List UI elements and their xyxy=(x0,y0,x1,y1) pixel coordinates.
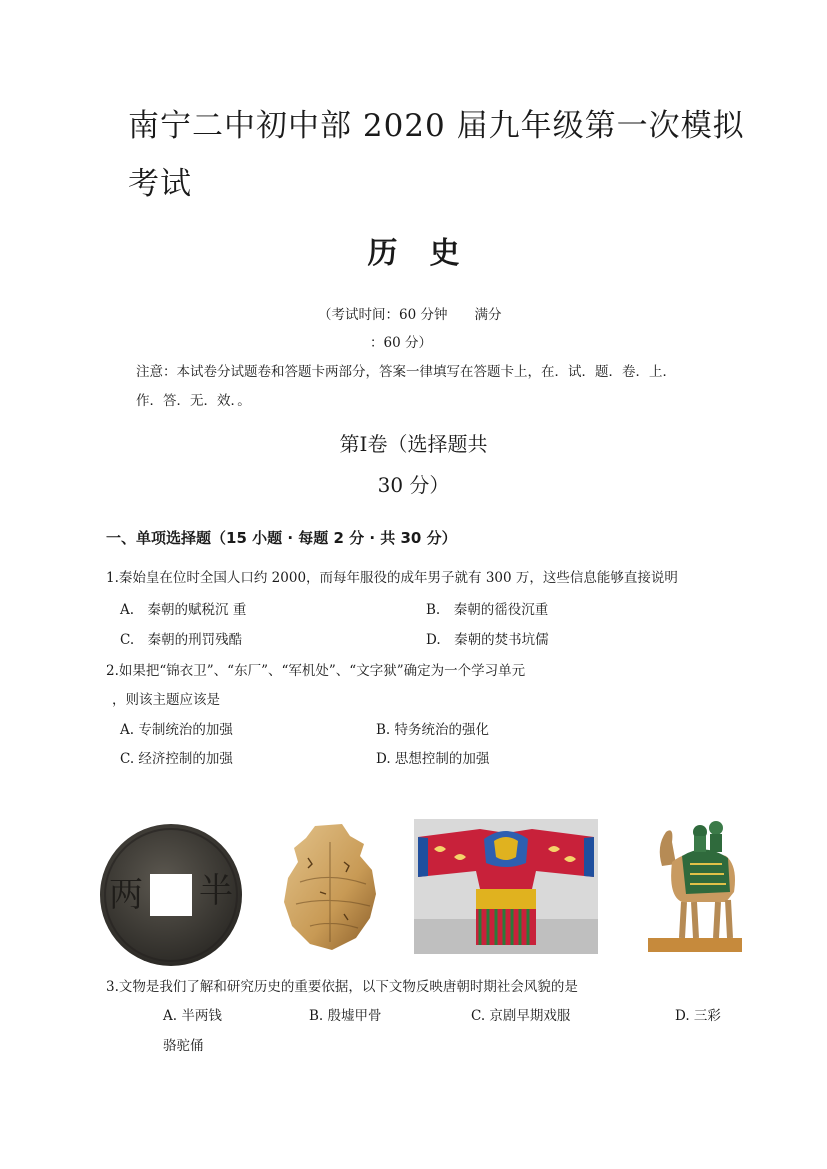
coin-glyph-ban: 半 xyxy=(199,871,233,911)
question-1-option-c: C. 秦朝的刑罚残酷 xyxy=(120,632,243,648)
question-1-option-b: B. 秦朝的徭役沉重 xyxy=(426,602,549,618)
question-3-stem: 3.文物是我们了解和研究历史的重要依据，以下文物反映唐朝时期社会风貌的是 xyxy=(106,979,578,995)
question-3-option-c: C. 京剧早期戏服 xyxy=(471,1008,571,1024)
question-3-option-d-continued: 骆驼俑 xyxy=(163,1038,204,1054)
question-1-option-d: D. 秦朝的焚书坑儒 xyxy=(426,632,549,648)
question-3-option-b: B. 殷墟甲骨 xyxy=(309,1008,382,1024)
coin-glyph-liang: 两 xyxy=(109,875,143,915)
exam-title-line2: 考试 xyxy=(128,166,192,202)
question-2-option-a: A. 专制统治的加强 xyxy=(120,722,233,738)
banliang-coin-image xyxy=(96,822,246,968)
question-3-option-a: A. 半两钱 xyxy=(163,1008,222,1024)
opera-costume-image xyxy=(414,819,598,954)
question-2-stem-line2: ，则该主题应该是 xyxy=(112,692,220,708)
section-title: 一、单项选择题（15 小题 · 每题 2 分 · 共 30 分） xyxy=(106,529,457,547)
question-2-option-b: B. 特务统治的强化 xyxy=(376,722,490,738)
volume-heading-line2: 30 分） xyxy=(377,473,450,497)
volume-heading-line1: 第Ⅰ卷（选择题共 xyxy=(339,432,488,456)
tricolor-camel-image xyxy=(642,806,748,956)
exam-info-line1: （考试时间：60 分钟 满分 xyxy=(318,307,502,323)
question-2-option-c: C. 经济控制的加强 xyxy=(120,751,233,767)
notice-line1: 注意：本试卷分试题卷和答题卡两部分，答案一律填写在答题卡上，在．试．题．卷．上． xyxy=(136,364,676,380)
question-1-stem: 1.秦始皇在位时全国人口约 2000，而每年服役的成年男子就有 300 万，这些信息能够直接说明 xyxy=(106,570,678,586)
exam-title-line1: 南宁二中初中部 2020 届九年级第一次模拟 xyxy=(128,108,745,144)
question-2-option-d: D. 思想控制的加强 xyxy=(376,751,490,767)
notice-line2: 作．答．无．效．。 xyxy=(136,393,251,409)
question-2-stem-line1: 2.如果把“锦衣卫”、“东厂”、“军机处”、“文字狱”确定为一个学习单元 xyxy=(106,663,526,679)
question-3-option-d: D. 三彩 xyxy=(675,1008,721,1024)
oracle-bone-image xyxy=(280,822,380,952)
subject-heading: 历史 xyxy=(367,236,492,271)
exam-info-line2: ：60 分） xyxy=(370,335,432,351)
question-1-option-a: A. 秦朝的赋税沉 重 xyxy=(120,602,247,618)
